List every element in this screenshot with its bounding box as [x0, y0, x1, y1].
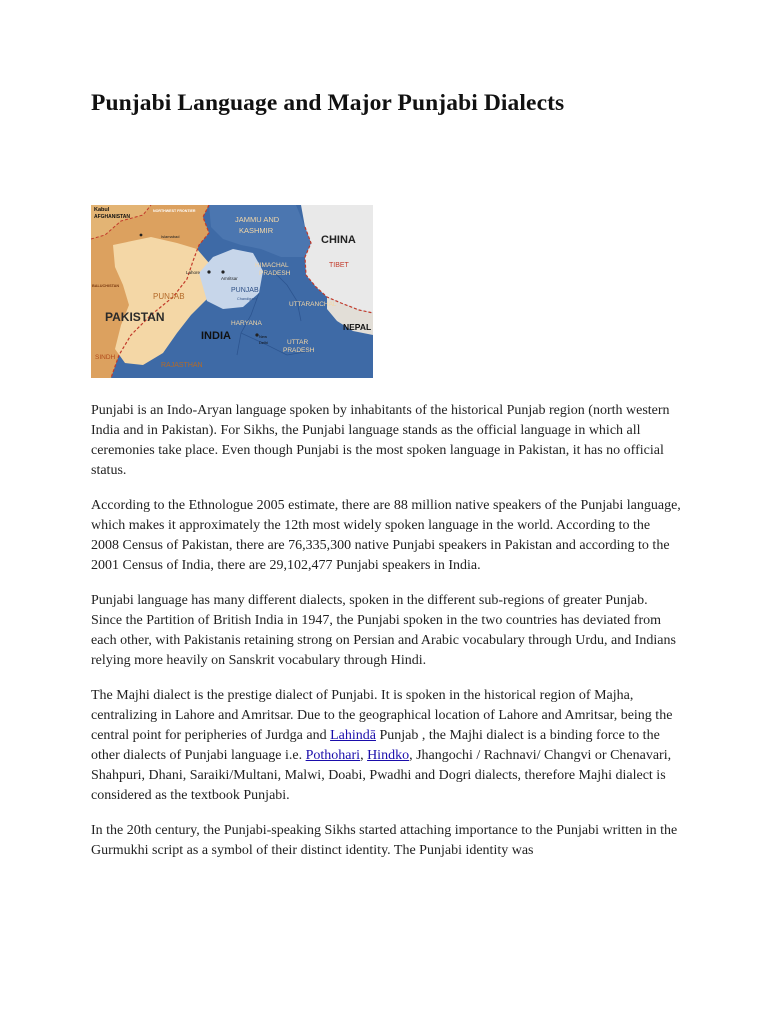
label-india: INDIA: [201, 330, 231, 342]
hindko-link[interactable]: Hindko: [367, 748, 410, 763]
label-uttaranchal: UTTARANCHAL: [289, 301, 337, 308]
lahnda-link[interactable]: Lahindā: [330, 728, 376, 743]
label-islamabad: Islamabad: [161, 234, 180, 239]
label-nepal: NEPAL: [343, 322, 372, 332]
label-uttar-1: UTTAR: [287, 339, 309, 346]
label-nwfp: NORTHWEST FRONTIER: [153, 209, 196, 213]
paragraph-speakers: According to the Ethnologue 2005 estimate, there are 88 million native speakers of the Punjabi language, which makes it approximately the 12th most widely spoken language in the world. According to the 2008 Census of Pakistan, there are 76,335,300 native Punjabi speakers in Pakistan and according to the 2001 Census of India, there are 29,102,477 Punjabi speakers in India.: [91, 498, 681, 573]
label-uttar-2: PRADESH: [283, 347, 315, 354]
page-title: Punjabi Language and Major Punjabi Dialects: [91, 90, 565, 116]
label-haryana: HARYANA: [231, 320, 262, 327]
article-body: [91, 401, 681, 876]
label-kabul: Kabul: [94, 207, 110, 213]
majhi-text-3: , Jhangochi / Rachnavi/ Changvi or Chenavari, Shahpuri, Dhani, Saraiki/Multani, Malwi, Doabi, Pwadhi and Dogri dialects, therefore Majhi dialect is considered as the textbook Punjabi.: [91, 748, 672, 803]
label-sindh: SINDH: [95, 354, 116, 361]
label-punjab-india: PUNJAB: [231, 287, 259, 294]
majhi-separator: ,: [360, 748, 368, 763]
label-punjab-pakistan: PUNJAB: [153, 292, 185, 301]
punjab-region-map: [91, 205, 373, 378]
label-himachal-2: PRADESH: [259, 270, 291, 277]
label-tibet: TIBET: [329, 262, 349, 269]
islamabad-dot: [140, 234, 143, 237]
label-amritsar: Amritsar: [221, 276, 238, 281]
paragraph-identity: In the 20th century, the Punjabi-speaking Sikhs started attaching importance to the Punjabi written in the Gurmukhi script as a symbol of their distinct identity. The Punjabi identity was: [91, 823, 678, 858]
label-new-delhi-1: New: [259, 334, 268, 339]
majhi-text-1: The Majhi dialect is the prestige dialect of Punjabi. It is spoken in the historical region of Majha, centralizing in Lahore and Amritsar. Due to the geographical location of Lahore and Amritsar, being the central point for peripheries of Jurdga and: [91, 688, 673, 743]
pothohari-link[interactable]: Pothohari: [305, 748, 361, 763]
label-afghanistan: AFGHANISTAN: [94, 214, 131, 220]
paragraph-dialects: Punjabi language has many different dialects, spoken in the different sub-regions of greater Punjab. Since the Partition of British India in 1947, the Punjabi spoken in the two countries has deviated from each other, with Pakistanis retaining strong on Persian and Arabic vocabulary through Urdu, and Indians relying more heavily on Sanskrit vocabulary through Hindi.: [91, 593, 676, 668]
label-jammu-kashmir-2: KASHMIR: [239, 226, 274, 235]
label-baluchistan: BALUCHISTAN: [92, 284, 120, 288]
paragraph-majhi: [91, 686, 681, 806]
label-chandigarh: Chandigarh: [237, 297, 257, 301]
label-rajasthan: RAJASTHAN: [161, 362, 203, 369]
label-jammu-kashmir-1: JAMMU AND: [235, 215, 280, 224]
label-lahore: Lahore: [186, 270, 201, 275]
map-graphic: [91, 205, 373, 378]
lahore-dot: [207, 270, 210, 273]
amritsar-dot: [221, 270, 224, 273]
label-new-delhi-2: Delhi: [259, 340, 269, 345]
paragraph-intro: Punjabi is an Indo-Aryan language spoken by inhabitants of the historical Punjab region (north western India and in Pakistan). For Sikhs, the Punjabi language stands as the official language in which all ceremonies take place. Even though Punjabi is the most spoken language in Pakistan, it has no official status.: [91, 403, 670, 478]
label-himachal-1: HIMACHAL: [255, 262, 289, 269]
label-pakistan: PAKISTAN: [105, 310, 165, 324]
majhi-text-2: Punjab , the Majhi dialect is a binding force to the other dialects of Punjabi language i.e.: [91, 728, 660, 763]
label-china: CHINA: [321, 234, 356, 246]
